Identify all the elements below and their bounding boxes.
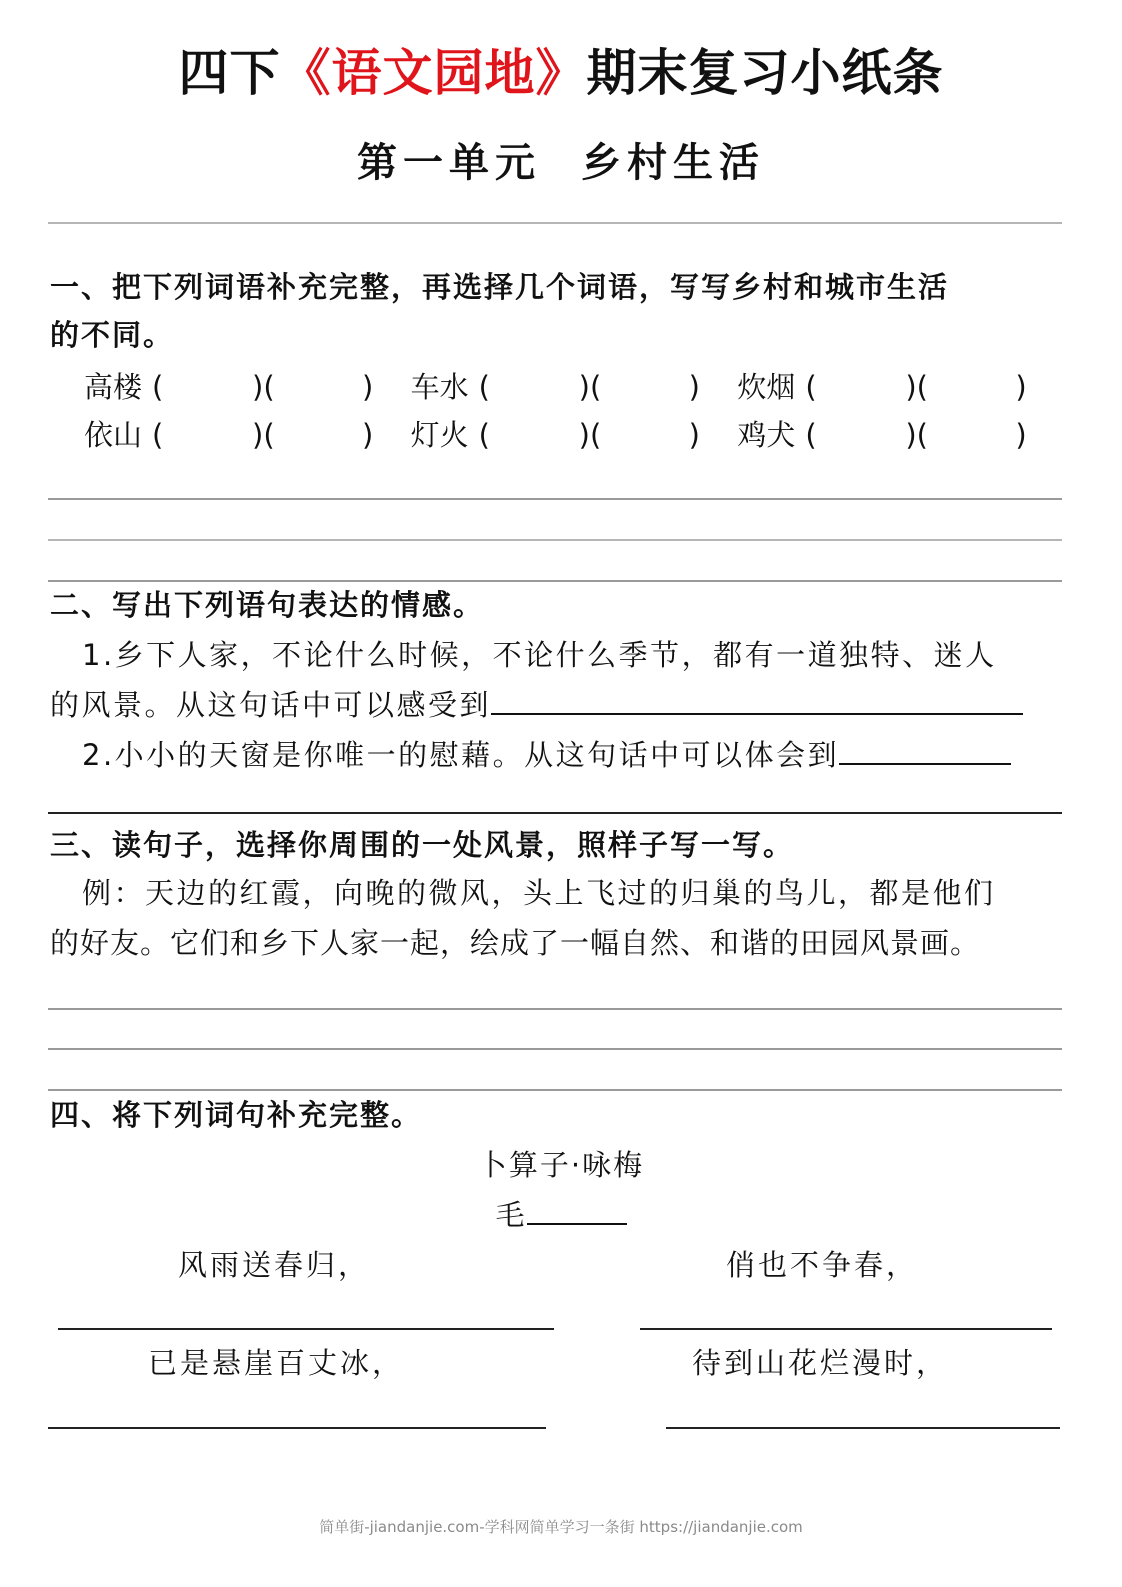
poem-title: 卜算子·咏梅 <box>477 1148 645 1182</box>
blank-close: ) <box>688 370 700 404</box>
word: 鸡犬 <box>737 418 796 452</box>
section2-item2-row <box>50 730 1062 780</box>
poem-answer-line[interactable] <box>640 1328 1052 1330</box>
blank-1[interactable]: ( <box>478 418 490 452</box>
section1-heading-line1: 一、把下列词语补充完整，再选择几个词语，写写乡村和城市生活 <box>50 270 950 304</box>
word-item[interactable] <box>84 410 411 460</box>
unit-heading <box>0 133 1122 193</box>
poem-line-1: 风雨送春归， <box>178 1248 371 1282</box>
poem-author-prefix: 毛 <box>495 1198 527 1232</box>
word: 炊烟 <box>737 370 796 404</box>
word: 高楼 <box>84 370 143 404</box>
poem-line-2: 俏也不争春， <box>726 1248 919 1282</box>
footer-watermark: 简单街-jiandanjie.com-学科网简单学习一条街 https://jiandanjie.com <box>319 1518 803 1536</box>
page-title <box>0 38 1122 108</box>
word: 灯火 <box>410 418 469 452</box>
blank-close: ) <box>362 418 374 452</box>
poem-author-row <box>0 1190 1122 1240</box>
section1-heading-line2: 的不同。 <box>50 318 175 352</box>
section2-item1-line1: 1.乡下人家，不论什么时候，不论什么季节，都有一道独特、迷人 <box>82 638 997 672</box>
poem-line-3: 已是悬崖百丈冰， <box>148 1346 405 1380</box>
answer-line[interactable] <box>48 498 1062 500</box>
blank-close: ) <box>1015 370 1027 404</box>
blank-close: ) <box>362 370 374 404</box>
header-divider <box>48 222 1062 224</box>
section3-example-line2: 的好友。它们和乡下人家一起，绘成了一幅自然、和谐的田园风景画。 <box>50 926 981 960</box>
blank-1[interactable]: ( <box>152 370 164 404</box>
section2-item1-line2-row <box>50 680 1062 730</box>
title-suffix: 期末复习小纸条 <box>586 43 944 102</box>
word-item[interactable] <box>737 362 1064 412</box>
word-item[interactable] <box>737 410 1064 460</box>
blank-2[interactable]: )( <box>252 370 275 404</box>
answer-line[interactable] <box>48 1048 1062 1050</box>
poem-answer-line[interactable] <box>666 1427 1060 1429</box>
section2-item1-line2: 的风景。从这句话中可以感受到 <box>50 688 492 722</box>
author-blank[interactable] <box>527 1193 627 1225</box>
blank-2[interactable]: )( <box>578 418 602 452</box>
poem-answer-line[interactable] <box>58 1328 554 1330</box>
answer-line[interactable] <box>48 812 1062 814</box>
section2-heading: 二、写出下列语句表达的情感。 <box>50 588 485 622</box>
word: 依山 <box>84 418 143 452</box>
section3-example-line1: 例：天边的红霞，向晚的微风，头上飞过的归巢的鸟儿，都是他们 <box>82 876 996 910</box>
blank-2[interactable]: )( <box>252 418 275 452</box>
unit-label: 第一单元 <box>357 140 541 186</box>
poem-answer-line[interactable] <box>48 1427 546 1429</box>
answer-blank[interactable] <box>491 683 1023 715</box>
title-highlight: 《语文园地》 <box>280 43 587 102</box>
blank-2[interactable]: )( <box>578 370 602 404</box>
section2-item2-line1: 2.小小的天窗是你唯一的慰藉。从这句话中可以体会到 <box>82 738 840 772</box>
title-prefix: 四下 <box>178 43 281 102</box>
word-item[interactable] <box>411 410 738 460</box>
blank-1[interactable]: ( <box>805 370 817 404</box>
blank-2[interactable]: )( <box>905 370 928 404</box>
unit-theme: 乡村生活 <box>581 140 765 186</box>
blank-close: ) <box>688 418 700 452</box>
word-item[interactable] <box>411 362 738 412</box>
word: 车水 <box>410 370 469 404</box>
section4-heading: 四、将下列词句补充完整。 <box>50 1098 423 1132</box>
section3-heading: 三、读句子，选择你周围的一处风景，照样子写一写。 <box>50 828 795 862</box>
blank-2[interactable]: )( <box>905 418 928 452</box>
blank-close: ) <box>1015 418 1027 452</box>
answer-line[interactable] <box>48 1008 1062 1010</box>
blank-1[interactable]: ( <box>152 418 164 452</box>
blank-1[interactable]: ( <box>805 418 817 452</box>
word-item[interactable] <box>84 362 411 412</box>
answer-blank[interactable] <box>839 733 1011 765</box>
word-row-2 <box>84 410 1064 460</box>
answer-line[interactable] <box>48 539 1062 541</box>
word-row-1 <box>84 362 1064 412</box>
poem-line-4: 待到山花烂漫时， <box>692 1346 949 1380</box>
blank-1[interactable]: ( <box>478 370 490 404</box>
